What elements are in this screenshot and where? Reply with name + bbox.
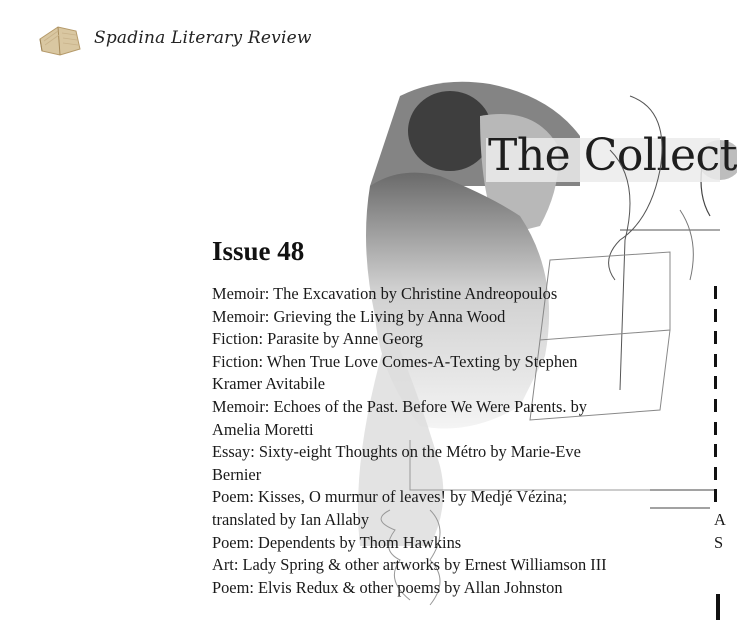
site-header bbox=[36, 18, 312, 58]
right-col-item[interactable] bbox=[714, 306, 724, 329]
toc-item[interactable]: Poem: Dependents by Thom Hawkins bbox=[212, 532, 462, 552]
toc-item[interactable]: Poem: Kisses, O murmur of leaves! by Medjé Vézina; bbox=[212, 487, 568, 507]
right-col-item[interactable]: S bbox=[714, 532, 724, 552]
right-col-item[interactable] bbox=[714, 441, 724, 464]
right-col-item[interactable] bbox=[714, 351, 724, 374]
toc-item[interactable]: Amelia Moretti bbox=[212, 419, 314, 439]
right-col-item[interactable]: A bbox=[714, 509, 726, 529]
toc-item[interactable]: Essay: Sixty-eight Thoughts on the Métro by Marie-Eve bbox=[212, 442, 581, 462]
partial-heading-mark bbox=[716, 594, 720, 620]
right-col-item[interactable] bbox=[714, 396, 724, 419]
site-title[interactable]: Spadina Literary Review bbox=[94, 28, 312, 48]
toc-item[interactable]: Fiction: Parasite by Anne Georg bbox=[212, 329, 423, 349]
right-col-item[interactable] bbox=[714, 419, 724, 442]
toc-item[interactable]: Memoir: The Excavation by Christine Andreopoulos bbox=[212, 284, 558, 303]
toc-item[interactable]: Poem: Elvis Redux & other poems by Allan Johnston bbox=[212, 577, 563, 597]
table-of-contents bbox=[212, 283, 652, 599]
toc-item[interactable]: translated by Ian Allaby bbox=[212, 509, 370, 529]
right-col-item[interactable] bbox=[714, 328, 724, 351]
right-column-partial bbox=[714, 283, 724, 554]
collection-title[interactable]: The Collect bbox=[488, 130, 737, 181]
issue-heading[interactable]: Issue 48 bbox=[212, 236, 305, 266]
toc-item[interactable]: Fiction: When True Love Comes-A-Texting by Stephen bbox=[212, 351, 578, 371]
right-col-item[interactable] bbox=[714, 464, 724, 487]
toc-item[interactable]: Memoir: Echoes of the Past. Before We Were Parents. by bbox=[212, 396, 588, 416]
right-col-item[interactable] bbox=[714, 283, 724, 306]
right-col-item[interactable] bbox=[714, 373, 724, 396]
open-book-icon[interactable] bbox=[36, 19, 86, 57]
toc-item[interactable]: Memoir: Grieving the Living by Anna Wood bbox=[212, 306, 506, 326]
right-col-item[interactable] bbox=[714, 486, 724, 509]
toc-item[interactable]: Art: Lady Spring & other artworks by Ernest Williamson III bbox=[212, 555, 607, 575]
toc-item[interactable]: Bernier bbox=[212, 464, 262, 484]
toc-item[interactable]: Kramer Avitabile bbox=[212, 374, 326, 394]
